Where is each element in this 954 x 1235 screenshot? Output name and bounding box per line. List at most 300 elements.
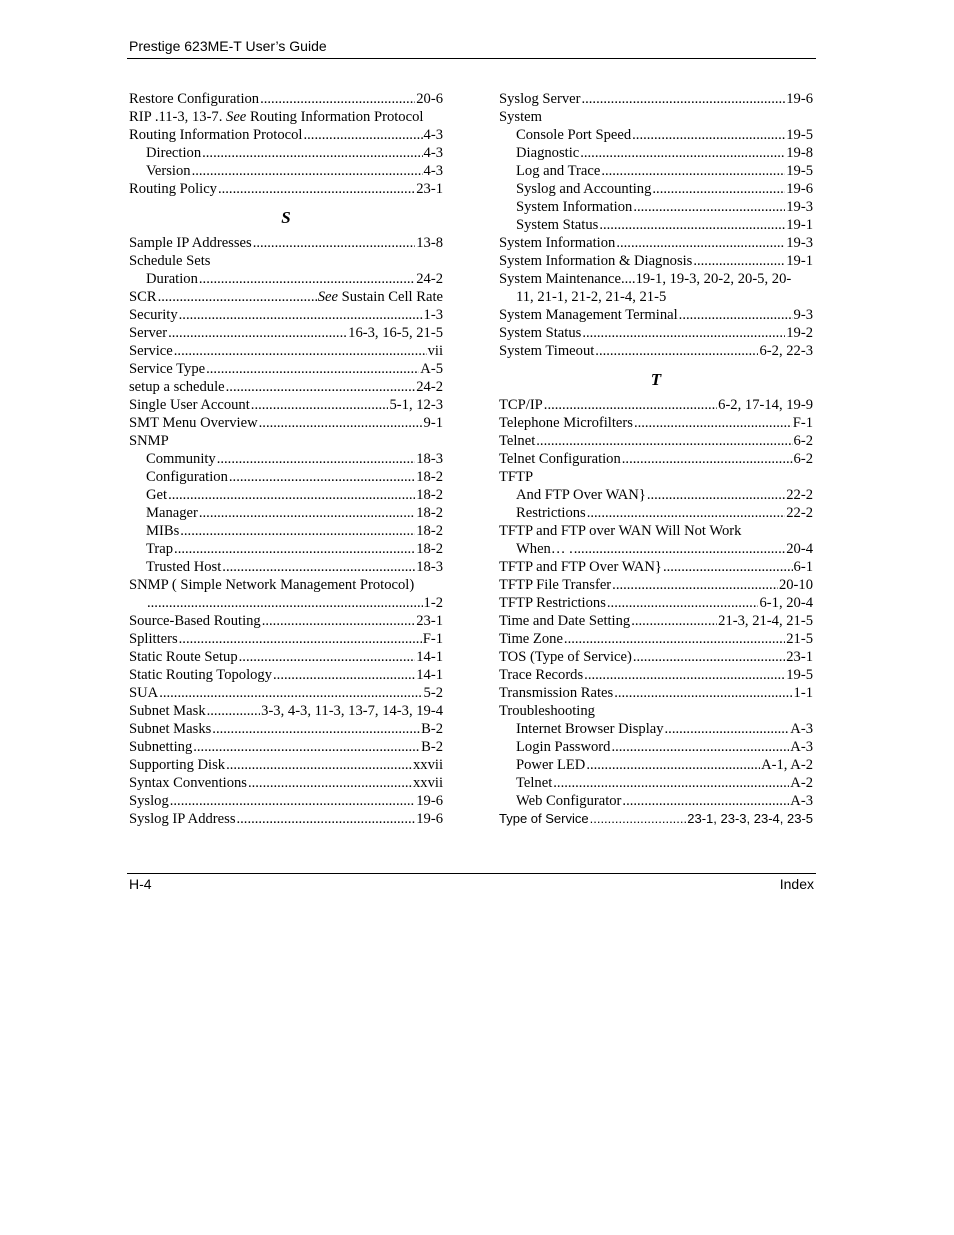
dot-leader bbox=[631, 612, 717, 630]
index-entry bbox=[499, 810, 813, 828]
index-subentry bbox=[129, 270, 443, 288]
index-entry bbox=[129, 666, 443, 684]
dot-leader bbox=[199, 270, 415, 288]
dot-leader bbox=[207, 702, 261, 720]
index-term: Log and Trace bbox=[516, 163, 601, 179]
index-subentry bbox=[499, 288, 813, 306]
dot-leader bbox=[614, 684, 792, 702]
index-subentry bbox=[499, 216, 813, 234]
index-pages: A-1, A-2 bbox=[761, 757, 813, 773]
index-entry bbox=[499, 414, 813, 432]
index-subentry bbox=[499, 774, 813, 792]
index-term: Syslog Server bbox=[499, 91, 581, 107]
index-pages: 24-2 bbox=[416, 271, 443, 287]
dot-leader bbox=[599, 216, 785, 234]
index-entry bbox=[499, 252, 813, 270]
dot-leader bbox=[574, 540, 785, 558]
index-pages: 1-2 bbox=[423, 595, 443, 611]
index-pages: 20-6 bbox=[416, 91, 443, 107]
index-term: Get bbox=[146, 487, 168, 503]
dot-leader bbox=[587, 504, 786, 522]
dot-leader bbox=[179, 306, 423, 324]
index-pages: 19-5 bbox=[786, 127, 813, 143]
index-term: Time and Date Setting bbox=[499, 613, 631, 629]
index-pages: 19-2 bbox=[786, 325, 813, 341]
section-name: Index bbox=[779, 876, 814, 892]
dot-leader bbox=[262, 612, 416, 630]
index-subentry bbox=[129, 468, 443, 486]
index-pages: B-2 bbox=[421, 721, 443, 737]
dot-leader bbox=[193, 738, 420, 756]
index-term: Duration bbox=[146, 271, 198, 287]
index-pages: 21-5 bbox=[786, 631, 813, 647]
index-subentry bbox=[129, 522, 443, 540]
index-entry bbox=[499, 270, 813, 288]
index-entry bbox=[129, 774, 443, 792]
dot-leader bbox=[159, 684, 422, 702]
index-term: Login Password bbox=[516, 739, 611, 755]
dot-leader bbox=[273, 666, 415, 684]
dot-leader bbox=[226, 378, 416, 396]
index-pages: 19-1 bbox=[786, 217, 813, 233]
index-term: Telephone Microfilters bbox=[499, 415, 633, 431]
index-entry bbox=[499, 468, 813, 486]
dot-leader bbox=[536, 432, 792, 450]
index-subentry bbox=[129, 162, 443, 180]
index-pages: 6-2 bbox=[793, 433, 813, 449]
index-term: Manager bbox=[146, 505, 198, 521]
page-footer bbox=[127, 873, 816, 896]
dot-leader bbox=[253, 234, 416, 252]
index-entry bbox=[499, 522, 813, 540]
index-entry bbox=[129, 684, 443, 702]
index-term: Service bbox=[129, 343, 173, 359]
index-term: Telnet bbox=[499, 433, 536, 449]
index-subentry bbox=[129, 594, 443, 612]
index-entry bbox=[129, 306, 443, 324]
index-term: MIBs bbox=[146, 523, 180, 539]
index-pages: 19-8 bbox=[786, 145, 813, 161]
index-pages: 18-2 bbox=[416, 505, 443, 521]
index-term: Subnet Mask bbox=[129, 703, 206, 719]
dot-leader bbox=[260, 90, 415, 108]
index-term: Restore Configuration bbox=[129, 91, 260, 107]
index-term: Community bbox=[146, 451, 216, 467]
index-pages: 14-1 bbox=[416, 667, 443, 683]
index-entry bbox=[129, 126, 443, 144]
index-subentry bbox=[129, 504, 443, 522]
dot-leader bbox=[147, 594, 423, 612]
index-subentry bbox=[499, 486, 813, 504]
index-pages: 6-2, 22-3 bbox=[759, 343, 813, 359]
index-entry bbox=[129, 612, 443, 630]
index-term: Supporting Disk bbox=[129, 757, 226, 773]
index-pages: 18-2 bbox=[416, 487, 443, 503]
index-term: Routing Information Protocol bbox=[129, 127, 303, 143]
dot-leader bbox=[192, 162, 423, 180]
dot-leader bbox=[304, 126, 423, 144]
dot-leader bbox=[544, 396, 717, 414]
dot-leader bbox=[582, 324, 785, 342]
dot-leader bbox=[168, 324, 347, 342]
index-entry bbox=[129, 720, 443, 738]
index-term: TFTP and FTP over WAN Will Not Work bbox=[499, 523, 742, 539]
index-pages: vii bbox=[427, 343, 443, 359]
index-entry bbox=[499, 630, 813, 648]
dot-leader bbox=[217, 450, 416, 468]
index-term: System Maintenance....19-1, 19-3, 20-2, 20-5, 20- bbox=[499, 271, 792, 287]
index-pages: 16-3, 16-5, 21-5 bbox=[348, 325, 443, 341]
index-pages: xxvii bbox=[413, 775, 443, 791]
index-entry bbox=[499, 612, 813, 630]
page-header bbox=[127, 37, 816, 59]
index-term: Restrictions bbox=[516, 505, 586, 521]
index-term: 11, 21-1, 21-2, 21-4, 21-5 bbox=[516, 289, 667, 305]
index-pages: 19-6 bbox=[786, 181, 813, 197]
dot-leader bbox=[158, 288, 317, 306]
index-subentry bbox=[499, 198, 813, 216]
index-subentry bbox=[129, 486, 443, 504]
index-term: Schedule Sets bbox=[129, 253, 211, 269]
index-term: Splitters bbox=[129, 631, 178, 647]
index-entry bbox=[129, 378, 443, 396]
index-term: System Information bbox=[499, 235, 616, 251]
dot-leader bbox=[218, 180, 415, 198]
index-pages: xxvii bbox=[413, 757, 443, 773]
index-term: Syslog bbox=[129, 793, 169, 809]
index-subentry bbox=[499, 738, 813, 756]
index-pages: 19-3 bbox=[786, 199, 813, 215]
dot-leader bbox=[212, 720, 420, 738]
index-entry bbox=[129, 630, 443, 648]
index-term: Console Port Speed bbox=[516, 127, 632, 143]
index-term: Web Configurator bbox=[516, 793, 622, 809]
index-pages: 19-6 bbox=[416, 811, 443, 827]
index-pages: 18-2 bbox=[416, 523, 443, 539]
index-term: RIP .11-3, 13-7. bbox=[129, 109, 223, 125]
index-pages: A-2 bbox=[790, 775, 813, 791]
dot-leader bbox=[595, 342, 758, 360]
index-pages: 23-1 bbox=[416, 613, 443, 629]
index-entry bbox=[129, 738, 443, 756]
index-term: Static Routing Topology bbox=[129, 667, 273, 683]
dot-leader bbox=[633, 198, 785, 216]
dot-leader bbox=[206, 360, 419, 378]
index-entry bbox=[129, 288, 443, 306]
index-term: Configuration bbox=[146, 469, 228, 485]
index-pages: 6-2, 17-14, 19-9 bbox=[718, 397, 813, 413]
index-pages: 6-1 bbox=[793, 559, 813, 575]
dot-leader bbox=[202, 144, 422, 162]
index-entry bbox=[129, 342, 443, 360]
index-term: SCR bbox=[129, 289, 157, 305]
index-term: System Information bbox=[516, 199, 633, 215]
dot-leader bbox=[611, 738, 789, 756]
index-pages: A-3 bbox=[790, 739, 813, 755]
index-subentry bbox=[499, 720, 813, 738]
index-term: When… . bbox=[516, 541, 573, 557]
index-entry bbox=[129, 234, 443, 252]
dot-leader bbox=[180, 522, 415, 540]
index-pages: A-5 bbox=[420, 361, 443, 377]
index-pages: 6-2 bbox=[793, 451, 813, 467]
dot-leader bbox=[251, 396, 389, 414]
index-term: TFTP and FTP Over WAN} bbox=[499, 559, 662, 575]
index-term: SNMP ( Simple Network Management Protocol) bbox=[129, 577, 415, 593]
index-entry bbox=[129, 360, 443, 378]
index-pages: 5-2 bbox=[423, 685, 443, 701]
index-term: Trace Records bbox=[499, 667, 584, 683]
dot-leader bbox=[168, 486, 415, 504]
index-entry bbox=[499, 90, 813, 108]
index-pages: 19-3 bbox=[786, 235, 813, 251]
index-entry bbox=[129, 252, 443, 270]
index-entry bbox=[129, 324, 443, 342]
dot-leader bbox=[581, 90, 785, 108]
index-entry bbox=[129, 180, 443, 198]
index-pages: A-3 bbox=[790, 793, 813, 809]
index-subentry bbox=[129, 450, 443, 468]
see-reference: See bbox=[317, 289, 338, 305]
index-term: TCP/IP bbox=[499, 397, 543, 413]
index-entry bbox=[499, 342, 813, 360]
index-entry bbox=[499, 558, 813, 576]
index-entry bbox=[499, 594, 813, 612]
index-pages: 14-1 bbox=[416, 649, 443, 665]
dot-leader bbox=[170, 792, 415, 810]
index-pages: 4-3 bbox=[423, 163, 443, 179]
index-entry bbox=[499, 666, 813, 684]
index-term: SMT Menu Overview bbox=[129, 415, 258, 431]
index-term: Static Route Setup bbox=[129, 649, 238, 665]
index-term: Source-Based Routing bbox=[129, 613, 261, 629]
index-pages: 19-1 bbox=[786, 253, 813, 269]
index-pages: 1-1 bbox=[793, 685, 813, 701]
dot-leader bbox=[663, 558, 793, 576]
index-entry bbox=[499, 324, 813, 342]
index-pages: 18-3 bbox=[416, 451, 443, 467]
index-entry bbox=[499, 684, 813, 702]
index-term: Internet Browser Display bbox=[516, 721, 664, 737]
index-entry bbox=[129, 90, 443, 108]
index-term: Diagnostic bbox=[516, 145, 580, 161]
index-entry bbox=[129, 396, 443, 414]
index-term: Transmission Rates bbox=[499, 685, 614, 701]
index-term: System bbox=[499, 109, 542, 125]
index-term: Subnetting bbox=[129, 739, 193, 755]
index-entry bbox=[499, 108, 813, 126]
index-pages: 19-5 bbox=[786, 667, 813, 683]
index-subentry bbox=[499, 756, 813, 774]
dot-leader bbox=[590, 810, 687, 828]
index-pages: 18-2 bbox=[416, 541, 443, 557]
dot-leader bbox=[693, 252, 785, 270]
dot-leader bbox=[229, 468, 415, 486]
index-term: Sample IP Addresses bbox=[129, 235, 252, 251]
index-entry bbox=[499, 396, 813, 414]
index-entry bbox=[129, 792, 443, 810]
dot-leader bbox=[248, 774, 412, 792]
index-pages: 4-3 bbox=[423, 127, 443, 143]
index-term: System Status bbox=[516, 217, 599, 233]
dot-leader bbox=[259, 414, 423, 432]
index-term: Telnet bbox=[516, 775, 553, 791]
dot-leader bbox=[634, 414, 792, 432]
index-term: System Status bbox=[499, 325, 582, 341]
dot-leader bbox=[580, 144, 785, 162]
index-entry bbox=[129, 648, 443, 666]
dot-leader bbox=[174, 540, 415, 558]
dot-leader bbox=[237, 810, 416, 828]
index-entry bbox=[129, 414, 443, 432]
index-term: setup a schedule bbox=[129, 379, 225, 395]
index-term: System Management Terminal bbox=[499, 307, 678, 323]
index-pages: 23-1, 23-3, 23-4, 23-5 bbox=[687, 811, 813, 826]
dot-leader bbox=[607, 594, 759, 612]
index-term: Troubleshooting bbox=[499, 703, 595, 719]
dot-leader bbox=[179, 630, 422, 648]
index-pages: 19-6 bbox=[416, 793, 443, 809]
index-entry bbox=[129, 756, 443, 774]
dot-leader bbox=[564, 630, 785, 648]
dot-leader bbox=[679, 306, 793, 324]
index-term: Subnet Masks bbox=[129, 721, 212, 737]
index-entry bbox=[499, 576, 813, 594]
index-pages: 9-3 bbox=[793, 307, 813, 323]
index-term: Power LED bbox=[516, 757, 586, 773]
index-pages: 18-3 bbox=[416, 559, 443, 575]
dot-leader bbox=[647, 486, 785, 504]
index-term: Server bbox=[129, 325, 168, 341]
index-pages: 23-1 bbox=[786, 649, 813, 665]
dot-leader bbox=[632, 126, 785, 144]
index-pages: 19-5 bbox=[786, 163, 813, 179]
dot-leader bbox=[584, 666, 785, 684]
index-pages: 20-4 bbox=[786, 541, 813, 557]
index-subentry bbox=[129, 558, 443, 576]
index-entry bbox=[129, 108, 443, 126]
dot-leader bbox=[633, 648, 785, 666]
index-pages: Sustain Cell Rate bbox=[338, 289, 443, 305]
index-subentry bbox=[499, 144, 813, 162]
index-entry bbox=[499, 450, 813, 468]
index-term: Routing Policy bbox=[129, 181, 217, 197]
index-term: SUA bbox=[129, 685, 159, 701]
index-pages: 22-2 bbox=[786, 487, 813, 503]
index-entry bbox=[499, 702, 813, 720]
dot-leader bbox=[612, 576, 778, 594]
index-letter-heading: S bbox=[281, 208, 291, 227]
index-pages: 5-1, 12-3 bbox=[389, 397, 443, 413]
index-subentry bbox=[499, 180, 813, 198]
index-pages: 21-3, 21-4, 21-5 bbox=[718, 613, 813, 629]
dot-leader bbox=[665, 720, 790, 738]
dot-leader bbox=[601, 162, 785, 180]
index-term: SNMP bbox=[129, 433, 169, 449]
index-pages: 9-1 bbox=[423, 415, 443, 431]
guide-title: Prestige 623ME-T User’s Guide bbox=[129, 38, 327, 54]
index-term: Trap bbox=[146, 541, 174, 557]
index-subentry bbox=[499, 162, 813, 180]
dot-leader bbox=[586, 756, 760, 774]
index-pages: 23-1 bbox=[416, 181, 443, 197]
index-entry bbox=[129, 810, 443, 828]
index-pages: 6-1, 20-4 bbox=[759, 595, 813, 611]
dot-leader bbox=[622, 450, 793, 468]
index-term: Telnet Configuration bbox=[499, 451, 621, 467]
index-pages: 4-3 bbox=[423, 145, 443, 161]
index-term: Direction bbox=[146, 145, 202, 161]
index-pages: 19-6 bbox=[786, 91, 813, 107]
index-term: System Timeout bbox=[499, 343, 595, 359]
index-pages: 22-2 bbox=[786, 505, 813, 521]
index-term: TFTP Restrictions bbox=[499, 595, 606, 611]
index-term: TFTP File Transfer bbox=[499, 577, 612, 593]
index-subentry bbox=[499, 540, 813, 558]
dot-leader bbox=[226, 756, 412, 774]
dot-leader bbox=[222, 558, 415, 576]
dot-leader bbox=[652, 180, 785, 198]
dot-leader bbox=[174, 342, 427, 360]
index-entry bbox=[129, 432, 443, 450]
index-entry bbox=[129, 702, 443, 720]
index-term: And FTP Over WAN} bbox=[516, 487, 646, 503]
index-letter-heading: T bbox=[650, 370, 662, 389]
index-term: Syntax Conventions bbox=[129, 775, 247, 791]
index-subentry bbox=[499, 126, 813, 144]
index-pages: 20-10 bbox=[778, 577, 813, 593]
index-subentry bbox=[129, 144, 443, 162]
index-term: Security bbox=[129, 307, 178, 323]
index-term: TFTP bbox=[499, 469, 534, 485]
dot-leader bbox=[622, 792, 789, 810]
index-term: Trusted Host bbox=[146, 559, 222, 575]
index-term: Time Zone bbox=[499, 631, 563, 647]
dot-leader bbox=[553, 774, 789, 792]
index-pages: 13-8 bbox=[416, 235, 443, 251]
dot-leader bbox=[199, 504, 415, 522]
dot-leader bbox=[616, 234, 785, 252]
index-term: TOS (Type of Service) bbox=[499, 649, 632, 665]
index-subentry bbox=[499, 504, 813, 522]
dot-leader bbox=[239, 648, 416, 666]
index-subentry bbox=[499, 792, 813, 810]
index-term: System Information & Diagnosis bbox=[499, 253, 693, 269]
index-term: Service Type bbox=[129, 361, 206, 377]
index-entry bbox=[129, 576, 443, 594]
index-term: Single User Account bbox=[129, 397, 250, 413]
index-term: Type of Service bbox=[499, 811, 589, 826]
index-pages: F-1 bbox=[422, 631, 443, 647]
index-term: Syslog IP Address bbox=[129, 811, 236, 827]
page-number: H-4 bbox=[129, 876, 152, 892]
index-pages: 24-2 bbox=[416, 379, 443, 395]
index-subentry bbox=[129, 540, 443, 558]
see-target: Routing Information Protocol bbox=[246, 109, 424, 125]
index-entry bbox=[499, 234, 813, 252]
index-entry bbox=[499, 432, 813, 450]
index-term: Syslog and Accounting bbox=[516, 181, 652, 197]
index-entry bbox=[499, 648, 813, 666]
index-entry bbox=[499, 306, 813, 324]
index-pages: 3-3, 4-3, 11-3, 13-7, 14-3, 19-4 bbox=[261, 703, 443, 719]
index-pages: F-1 bbox=[792, 415, 813, 431]
index-term: Version bbox=[146, 163, 191, 179]
see-reference: See bbox=[226, 109, 247, 125]
index-pages: 18-2 bbox=[416, 469, 443, 485]
index-column-left bbox=[129, 90, 443, 828]
index-pages: B-2 bbox=[421, 739, 443, 755]
